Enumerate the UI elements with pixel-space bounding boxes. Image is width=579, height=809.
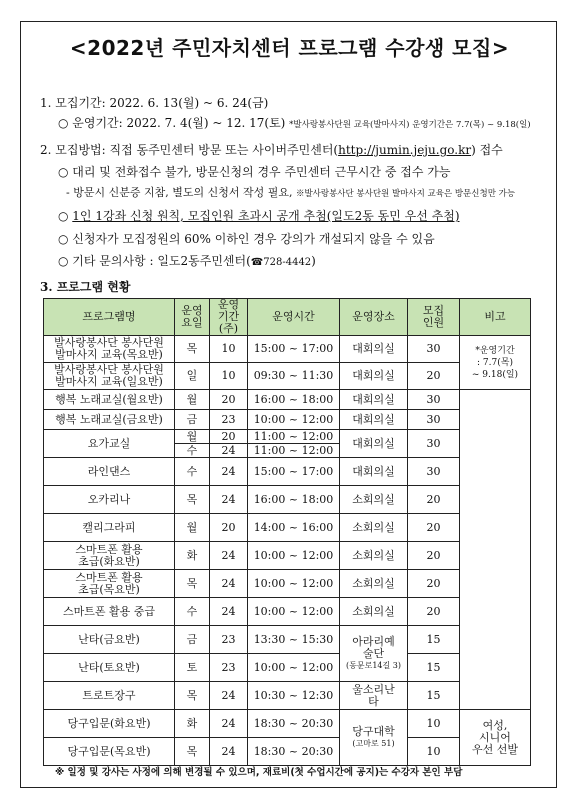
capacity: 10: [408, 738, 460, 766]
day: 금: [175, 626, 210, 654]
capacity: 20: [408, 598, 460, 626]
place: 대회의실: [340, 458, 408, 486]
place: 소회의실: [340, 514, 408, 542]
time: 10:30 ~ 12:30: [248, 682, 340, 710]
time: 15:00 ~ 17:00: [248, 458, 340, 486]
table-row: [44, 570, 531, 598]
program-name: 행복 노래교실(월요반): [44, 390, 175, 410]
program-table: [43, 298, 531, 766]
method-bullet-2-mark: ○: [58, 209, 73, 223]
header-program-name: 프로그램명: [44, 299, 175, 336]
table-row: [44, 682, 531, 710]
program-name: 스마트폰 활용 중급: [44, 598, 175, 626]
method-bullet-3: ○ 신청자가 모집정원의 60% 이하인 경우 강의가 개설되지 않을 수 있음: [58, 232, 435, 246]
time: 18:30 ~ 20:30: [248, 710, 340, 738]
table-row: [44, 390, 531, 410]
table-row: [44, 430, 531, 444]
cyber-center-link[interactable]: http://jumin.jeju.go.kr: [338, 143, 472, 157]
day: 수: [175, 458, 210, 486]
day: 목: [175, 738, 210, 766]
time: 09:30 ~ 11:30: [248, 363, 340, 390]
place: 대회의실: [340, 410, 408, 430]
time: 10:00 ~ 12:00: [248, 570, 340, 598]
header-place: 운영장소: [340, 299, 408, 336]
footnote: ※ 일정 및 강사는 사정에 의해 변경될 수 있으며, 재료비(첫 수업시간에 공지)는 수강자 본인 부담: [55, 767, 463, 778]
day: 일: [175, 363, 210, 390]
time: 13:30 ~ 15:30: [248, 626, 340, 654]
operation-period: [58, 114, 531, 131]
period: 20: [210, 390, 248, 410]
capacity: 30: [408, 458, 460, 486]
program-status-heading: 3. 프로그램 현황: [40, 280, 131, 294]
method-bullet-1: ○ 대리 및 전화접수 불가, 방문신청의 경우 주민센터 근무시간 중 접수 가능: [58, 165, 451, 179]
time: 16:00 ~ 18:00: [248, 486, 340, 514]
place-address: (고마로 51): [352, 738, 395, 748]
remarks-empty: [460, 390, 531, 710]
header-capacity: 모집 인원: [408, 299, 460, 336]
program-name: 당구입문(화요반): [44, 710, 175, 738]
day: 화: [175, 710, 210, 738]
inquiry-suffix: ): [311, 254, 316, 268]
place-name: 아라리예 술단: [352, 634, 395, 660]
remarks-billiards: 여성, 시니어 우선 선발: [460, 710, 531, 766]
period: 24: [210, 486, 248, 514]
period: 24: [210, 682, 248, 710]
day: 수: [175, 444, 210, 458]
program-name: 요가교실: [44, 430, 175, 458]
phone-number: ☎728-4442: [250, 257, 312, 268]
time: 10:00 ~ 12:00: [248, 598, 340, 626]
time: 11:00 ~ 12:00: [248, 444, 340, 458]
place: 대회의실: [340, 336, 408, 363]
period: 23: [210, 654, 248, 682]
period: 20: [210, 430, 248, 444]
table-header-row: [44, 299, 531, 336]
period: 24: [210, 738, 248, 766]
method-bullet-4: [58, 252, 316, 269]
time: 14:00 ~ 16:00: [248, 514, 340, 542]
header-time: 운영시간: [248, 299, 340, 336]
place: 대회의실: [340, 390, 408, 410]
program-name: 스마트폰 활용 초급(목요반): [44, 570, 175, 598]
day: 수: [175, 598, 210, 626]
period: 24: [210, 444, 248, 458]
table-row: [44, 542, 531, 570]
program-name: 당구입문(목요반): [44, 738, 175, 766]
program-name: 행복 노래교실(금요반): [44, 410, 175, 430]
place-name: 당구대학: [352, 724, 395, 738]
table-row: [44, 363, 531, 390]
place: 소회의실: [340, 486, 408, 514]
place: 대회의실: [340, 430, 408, 458]
program-name: 트로트장구: [44, 682, 175, 710]
period: 24: [210, 458, 248, 486]
method-bullet-2: [58, 207, 460, 224]
place: 소회의실: [340, 570, 408, 598]
program-name: 난타(토요반): [44, 654, 175, 682]
period: 24: [210, 570, 248, 598]
capacity: 30: [408, 430, 460, 458]
method-bullet-2-text: 1인 1강좌 신청 원칙, 모집인원 초과시 공개 추첨(일도2동 동민 우선 추첨): [72, 209, 460, 223]
day: 금: [175, 410, 210, 430]
table-row: [44, 626, 531, 654]
day: 목: [175, 336, 210, 363]
period: 20: [210, 514, 248, 542]
period: 23: [210, 410, 248, 430]
table-row: [44, 458, 531, 486]
day: 월: [175, 390, 210, 410]
recruit-period: 1. 모집기간: 2022. 6. 13(월) ~ 6. 24(금): [40, 96, 269, 110]
place: 대회의실: [340, 363, 408, 390]
capacity: 15: [408, 682, 460, 710]
time: 15:00 ~ 17:00: [248, 336, 340, 363]
program-name: 라인댄스: [44, 458, 175, 486]
program-name: 난타(금요반): [44, 626, 175, 654]
capacity: 30: [408, 336, 460, 363]
table-row: [44, 738, 531, 766]
day: 목: [175, 682, 210, 710]
capacity: 10: [408, 710, 460, 738]
table-row: [44, 514, 531, 542]
recruit-method-suffix: ) 접수: [471, 143, 503, 157]
period: 24: [210, 542, 248, 570]
header-remarks: 비고: [460, 299, 531, 336]
remarks-foot-massage: *운영기간 : 7.7(목) ~ 9.18(일): [460, 336, 531, 390]
operation-period-text: ○ 운영기간: 2022. 7. 4(월) ~ 12. 17(토): [58, 116, 286, 130]
period: 23: [210, 626, 248, 654]
program-name: 발사랑봉사단 봉사단원 발마사지 교육(목요반): [44, 336, 175, 363]
inquiry-prefix: ○ 기타 문의사항 : 일도2동주민센터(: [58, 254, 251, 268]
recruit-method-prefix: 2. 모집방법: 직접 동주민센터 방문 또는 사이버주민센터(: [40, 143, 339, 157]
method-dash-1-text: - 방문시 신분증 지참, 별도의 신청서 작성 필요,: [66, 186, 293, 199]
capacity: 30: [408, 410, 460, 430]
header-day: 운영 요일: [175, 299, 210, 336]
capacity: 15: [408, 654, 460, 682]
place: 소회의실: [340, 542, 408, 570]
capacity: 20: [408, 363, 460, 390]
program-name: 오카리나: [44, 486, 175, 514]
time: 10:00 ~ 12:00: [248, 654, 340, 682]
period: 10: [210, 336, 248, 363]
table-row: [44, 654, 531, 682]
day: 월: [175, 430, 210, 444]
time: 18:30 ~ 20:30: [248, 738, 340, 766]
place-nanta: [340, 626, 408, 682]
operation-period-note: *발사랑봉사단원 교육(발마사지) 운영기간은 7.7(목) ~ 9.18(일): [289, 120, 531, 130]
table-row: [44, 598, 531, 626]
table-row: [44, 410, 531, 430]
time: 11:00 ~ 12:00: [248, 430, 340, 444]
place: 울소리난 타: [340, 682, 408, 710]
day: 월: [175, 514, 210, 542]
method-dash-1-note: ※발사랑봉사단 봉사단원 발마사지 교육은 방문신청만 가능: [295, 189, 516, 199]
program-name: 캘리그라피: [44, 514, 175, 542]
day: 토: [175, 654, 210, 682]
time: 10:00 ~ 12:00: [248, 410, 340, 430]
capacity: 20: [408, 514, 460, 542]
capacity: 20: [408, 542, 460, 570]
table-row: [44, 710, 531, 738]
place-address: (동문로14길 3): [346, 660, 401, 670]
place-billiards: [340, 710, 408, 766]
table-row: [44, 336, 531, 363]
capacity: 15: [408, 626, 460, 654]
period: 24: [210, 710, 248, 738]
capacity: 20: [408, 570, 460, 598]
capacity: 30: [408, 390, 460, 410]
recruit-method: [40, 141, 503, 158]
table-row: [44, 486, 531, 514]
day: 화: [175, 542, 210, 570]
period: 10: [210, 363, 248, 390]
header-period: 운영 기간(주): [210, 299, 248, 336]
day: 목: [175, 486, 210, 514]
capacity: 20: [408, 486, 460, 514]
time: 10:00 ~ 12:00: [248, 542, 340, 570]
program-name: 발사랑봉사단 봉사단원 발마사지 교육(일요반): [44, 363, 175, 390]
program-name: 스마트폰 활용 초급(화요반): [44, 542, 175, 570]
page-title: <2022년 주민자치센터 프로그램 수강생 모집>: [69, 36, 510, 60]
period: 24: [210, 598, 248, 626]
place: 소회의실: [340, 598, 408, 626]
day: 목: [175, 570, 210, 598]
time: 16:00 ~ 18:00: [248, 390, 340, 410]
method-dash-1: [66, 184, 515, 200]
